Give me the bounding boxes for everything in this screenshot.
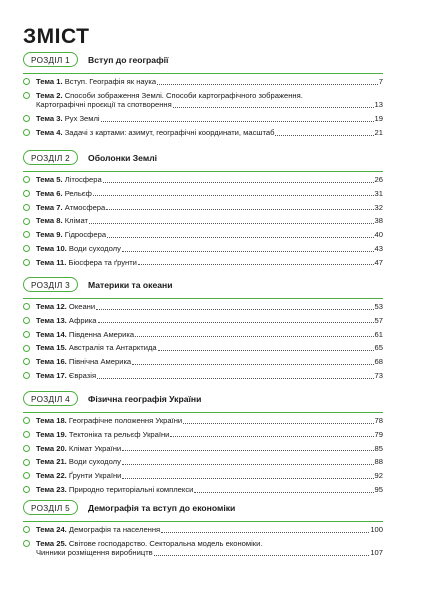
section-title: Оболонки Землі <box>88 152 158 163</box>
topic-label <box>36 457 121 467</box>
page-number: 92 <box>374 471 383 481</box>
topic-item[interactable] <box>23 189 383 199</box>
section-title: Демографія та вступ до економіки <box>88 502 236 513</box>
topic-title: Світове господарство. Секторальна модель економіки. <box>68 538 263 548</box>
topic-number: Тема 10. <box>36 243 67 253</box>
topic-label <box>36 189 92 199</box>
topic-item[interactable] <box>23 175 383 185</box>
dot-leader <box>275 135 373 136</box>
topic-title: Гідросфера <box>64 230 107 240</box>
topic-number: Тема 1. <box>36 77 63 86</box>
bullet-circle-icon <box>23 259 30 266</box>
topic-title: Географічне положення України <box>68 416 183 425</box>
bullet-circle-icon <box>23 472 30 479</box>
section-header <box>23 500 383 515</box>
topic-number: Тема 21. <box>36 457 67 467</box>
section-title: Вступ до географії <box>88 54 169 65</box>
dot-leader <box>138 264 374 265</box>
dot-leader <box>97 378 373 379</box>
bullet-circle-icon <box>23 190 30 197</box>
topic-text <box>36 371 383 381</box>
page-number: 21 <box>374 127 383 137</box>
dot-leader <box>122 464 374 465</box>
page-number: 47 <box>374 257 383 267</box>
dot-leader <box>158 350 374 351</box>
topic-label <box>36 330 134 340</box>
dot-leader <box>98 322 374 323</box>
dot-leader <box>132 364 373 365</box>
topic-label <box>36 230 106 240</box>
section-5 <box>23 500 383 562</box>
topic-text <box>36 330 383 340</box>
page-number: 79 <box>374 429 383 439</box>
topic-title: Південна Америка <box>68 329 135 339</box>
topic-label <box>36 244 121 254</box>
topic-title: Океани <box>68 302 96 311</box>
topic-item[interactable] <box>23 416 383 426</box>
topic-label <box>36 302 95 312</box>
topic-item[interactable] <box>23 77 383 87</box>
topic-text <box>36 316 383 326</box>
dot-leader <box>107 237 373 238</box>
bullet-circle-icon <box>23 445 30 452</box>
bullet-circle-icon <box>23 417 30 424</box>
topic-number: Тема 2. <box>36 90 63 100</box>
topic-number: Тема 17. <box>36 370 67 380</box>
page-number: 26 <box>374 175 383 184</box>
topic-item[interactable] <box>23 357 383 367</box>
topic-label <box>36 357 131 367</box>
topic-number: Тема 15. <box>36 343 67 353</box>
topic-number: Тема 19. <box>36 429 67 439</box>
topic-number: Тема 6. <box>36 188 63 198</box>
dot-leader <box>170 436 373 437</box>
topic-title: Рух Землі <box>64 114 100 124</box>
topic-text <box>36 539 383 558</box>
bullet-circle-icon <box>23 78 30 85</box>
topic-text <box>36 302 383 312</box>
page-number: 13 <box>374 100 383 110</box>
topic-item[interactable] <box>23 302 383 312</box>
section-divider <box>23 73 383 74</box>
page-number: 61 <box>374 329 383 339</box>
bullet-circle-icon <box>23 540 30 547</box>
topic-number: Тема 7. <box>36 202 63 212</box>
topic-title: Клімат України <box>68 443 122 453</box>
topic-number: Тема 16. <box>36 357 67 367</box>
topic-title-continued: Картографічні проєкції та спотворення <box>36 100 172 110</box>
topic-number: Тема 24. <box>36 525 67 534</box>
dot-leader <box>157 84 378 85</box>
topic-text <box>36 357 383 367</box>
bullet-circle-icon <box>23 115 30 122</box>
page-number: 57 <box>374 315 383 325</box>
topic-title: Євразія <box>68 370 97 380</box>
topic-label <box>36 539 262 548</box>
page-number: 32 <box>374 202 383 212</box>
section-header <box>23 277 383 292</box>
topic-title: Клімат <box>64 216 88 226</box>
section-3 <box>23 277 383 385</box>
dot-leader <box>106 209 373 210</box>
topic-item[interactable] <box>23 371 383 381</box>
bullet-circle-icon <box>23 526 30 533</box>
topic-text <box>36 91 383 110</box>
topic-item[interactable] <box>23 316 383 326</box>
bullet-circle-icon <box>23 358 30 365</box>
dot-leader <box>122 450 373 451</box>
topic-item[interactable] <box>23 485 383 495</box>
topic-text <box>36 203 383 213</box>
dot-leader <box>122 478 373 479</box>
topic-text <box>36 444 383 454</box>
topic-title: Рельєф <box>64 188 92 198</box>
topic-item[interactable] <box>23 114 383 124</box>
topic-label <box>36 216 88 226</box>
topic-number: Тема 20. <box>36 443 67 453</box>
topic-title: Біосфера та ґрунти <box>68 257 137 267</box>
topic-title: Природно територіальні комплекси <box>68 484 194 494</box>
topic-text <box>36 189 383 199</box>
topic-line-2 <box>36 100 383 110</box>
bullet-circle-icon <box>23 345 30 352</box>
bullet-circle-icon <box>23 204 30 211</box>
topic-text <box>36 244 383 254</box>
section-title: Фізична географія України <box>88 393 202 404</box>
page-number: 40 <box>374 230 383 240</box>
topic-text <box>36 525 383 535</box>
topic-label <box>36 471 121 481</box>
topic-label <box>36 343 157 353</box>
bullet-circle-icon <box>23 431 30 438</box>
section-divider <box>23 521 383 522</box>
dot-leader <box>89 223 374 224</box>
topic-number: Тема 9. <box>36 230 63 240</box>
page-number: 38 <box>374 216 383 226</box>
page-number: 107 <box>370 548 383 558</box>
section-1 <box>23 52 383 142</box>
dot-leader <box>122 251 374 252</box>
topic-text <box>36 114 383 124</box>
topic-text <box>36 258 383 268</box>
bullet-circle-icon <box>23 317 30 324</box>
section-badge: РОЗДІЛ 1 <box>23 52 78 67</box>
topic-label <box>36 175 102 185</box>
topic-item[interactable] <box>23 457 383 467</box>
topic-text <box>36 416 383 426</box>
topic-item[interactable] <box>23 539 383 558</box>
bullet-circle-icon <box>23 218 30 225</box>
section-2 <box>23 150 383 271</box>
topic-text <box>36 128 383 138</box>
page-number: 43 <box>374 243 383 253</box>
topic-title: Демографія та населення <box>68 525 161 534</box>
bullet-circle-icon <box>23 245 30 252</box>
page-title: ЗМІСТ <box>23 25 90 48</box>
topic-title: Води суходолу <box>68 243 121 253</box>
topic-title: Вступ. Географія як наука <box>64 77 157 86</box>
topic-item[interactable] <box>23 444 383 454</box>
topic-text <box>36 457 383 467</box>
topic-title: Атмосфера <box>64 202 106 212</box>
section-divider <box>23 171 383 172</box>
topic-text <box>36 77 383 87</box>
page-number: 31 <box>374 188 383 198</box>
topic-title: Австралія та Антарктида <box>68 343 157 353</box>
topic-number: Тема 23. <box>36 484 67 494</box>
topic-number: Тема 12. <box>36 302 67 311</box>
topic-number: Тема 4. <box>36 127 63 137</box>
bullet-circle-icon <box>23 303 30 310</box>
page-number: 85 <box>374 443 383 453</box>
page-number: 100 <box>370 525 383 534</box>
topic-item[interactable] <box>23 203 383 213</box>
topic-item[interactable] <box>23 525 383 535</box>
topic-item[interactable] <box>23 230 383 240</box>
page-number: 73 <box>374 370 383 380</box>
section-badge: РОЗДІЛ 4 <box>23 391 78 406</box>
page-number: 65 <box>374 343 383 353</box>
topic-text <box>36 175 383 185</box>
topic-number: Тема 22. <box>36 471 67 481</box>
topic-label <box>36 114 100 124</box>
topic-label <box>36 371 96 381</box>
topic-number: Тема 5. <box>36 175 63 184</box>
dot-leader <box>154 555 370 556</box>
topic-number: Тема 8. <box>36 216 63 226</box>
bullet-circle-icon <box>23 129 30 136</box>
topic-title: Літосфера <box>64 175 102 184</box>
topic-number: Тема 25. <box>36 538 67 548</box>
topic-text <box>36 216 383 226</box>
topic-text <box>36 343 383 353</box>
topic-label <box>36 203 105 213</box>
topic-number: Тема 11. <box>36 257 67 267</box>
bullet-circle-icon <box>23 92 30 99</box>
dot-leader <box>161 532 369 533</box>
topic-label <box>36 485 193 495</box>
topic-title: Задачі з картами: азимут, географічні координати, масштаб <box>64 127 275 137</box>
bullet-circle-icon <box>23 459 30 466</box>
dot-leader <box>103 182 374 183</box>
page-number: 68 <box>374 357 383 367</box>
topic-label <box>36 316 97 326</box>
page-number: 53 <box>374 302 383 311</box>
topic-label <box>36 430 169 440</box>
topic-number: Тема 13. <box>36 315 67 325</box>
topic-title: Африка <box>68 315 97 325</box>
topic-title: Північна Америка <box>68 357 132 367</box>
section-badge: РОЗДІЛ 5 <box>23 500 78 515</box>
topic-text <box>36 230 383 240</box>
page-number: 19 <box>374 114 383 124</box>
section-header <box>23 391 383 406</box>
bullet-circle-icon <box>23 231 30 238</box>
dot-leader <box>93 195 374 196</box>
dot-leader <box>194 492 373 493</box>
topic-item[interactable] <box>23 471 383 481</box>
topic-label <box>36 258 137 268</box>
topic-item[interactable] <box>23 430 383 440</box>
topic-item[interactable] <box>23 343 383 353</box>
topic-label <box>36 416 182 426</box>
bullet-circle-icon <box>23 331 30 338</box>
dot-leader <box>135 336 373 337</box>
topic-label <box>36 77 156 87</box>
topic-item[interactable] <box>23 258 383 268</box>
bullet-circle-icon <box>23 372 30 379</box>
topic-item[interactable] <box>23 91 383 110</box>
topic-text <box>36 430 383 440</box>
section-header <box>23 52 383 67</box>
topic-item[interactable] <box>23 216 383 226</box>
dot-leader <box>96 309 373 310</box>
topic-item[interactable] <box>23 244 383 254</box>
bullet-circle-icon <box>23 486 30 493</box>
topic-label <box>36 128 274 138</box>
section-header <box>23 150 383 165</box>
dot-leader <box>183 423 373 424</box>
section-title: Материки та океани <box>88 279 173 290</box>
topic-text <box>36 471 383 481</box>
topic-item[interactable] <box>23 128 383 138</box>
section-divider <box>23 412 383 413</box>
section-4 <box>23 391 383 499</box>
dot-leader <box>173 107 374 108</box>
topic-label <box>36 91 303 100</box>
topic-title: Води суходолу <box>68 457 121 467</box>
topic-text <box>36 485 383 495</box>
topic-title: Тектоніка та рельєф України <box>68 429 170 439</box>
bullet-circle-icon <box>23 176 30 183</box>
dot-leader <box>101 121 374 122</box>
topic-number: Тема 3. <box>36 114 63 124</box>
page-number: 88 <box>374 457 383 467</box>
page-number: 78 <box>374 416 383 425</box>
topic-title-continued: Чинники розміщення виробництв <box>36 548 153 558</box>
page-number: 7 <box>378 77 383 86</box>
topic-number: Тема 14. <box>36 329 67 339</box>
topic-line-2 <box>36 548 383 558</box>
topic-item[interactable] <box>23 330 383 340</box>
topic-label <box>36 525 160 535</box>
section-badge: РОЗДІЛ 2 <box>23 150 78 165</box>
section-badge: РОЗДІЛ 3 <box>23 277 78 292</box>
section-divider <box>23 298 383 299</box>
topic-title: Ґрунти України <box>68 471 122 481</box>
topic-number: Тема 18. <box>36 416 67 425</box>
topic-title: Способи зображення Землі. Способи картографічного зображення. <box>64 90 303 100</box>
page-number: 95 <box>374 484 383 494</box>
topic-label <box>36 444 121 454</box>
